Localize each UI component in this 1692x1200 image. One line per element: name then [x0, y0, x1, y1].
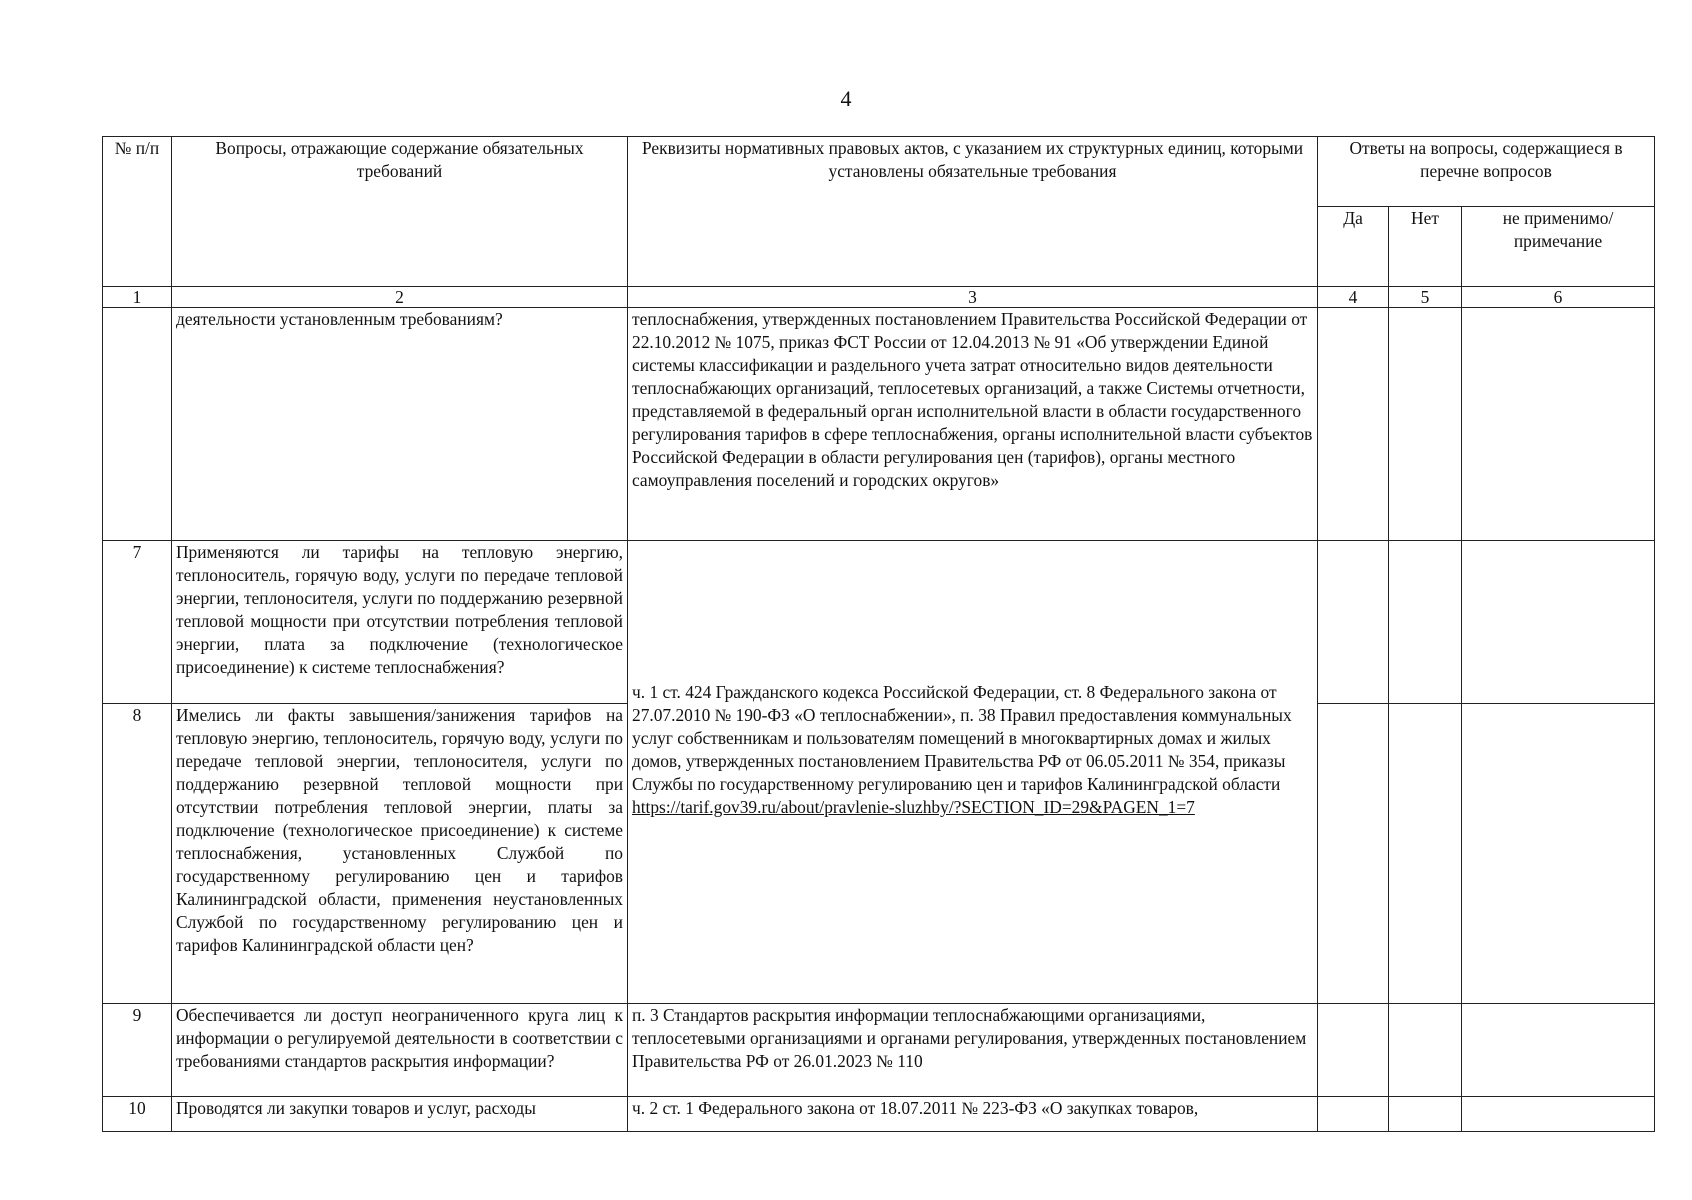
header-col-question: Вопросы, отражающие содержание обязательных требований: [172, 137, 628, 287]
page-number: 4: [840, 86, 852, 111]
answer-no-cell: [1389, 1097, 1462, 1132]
row-question: Имелись ли факты завышения/занижения тарифов на тепловую энергию, теплоноситель, горячую воду, услуги по передаче тепловой энергии, теплоносителя, услуги по поддержанию резервной тепловой мощности при отсутствии потребления тепловой энергии, платы за подключение (технологическое присоединение) к системе теплоснабжения, установленных Службой по государственному регулированию цен и тарифов Калининградской области, применения неустановленных Службой по государственному регулированию цен и тарифов Калининградской области цен?: [172, 704, 628, 1004]
table-header-row: [103, 137, 1655, 207]
answer-no-cell: [1389, 1004, 1462, 1097]
answer-yes-cell: [1318, 1097, 1389, 1132]
row-question: деятельности установленным требованиям?: [172, 308, 628, 541]
tariff-service-link[interactable]: https://tarif.gov39.ru/about/pravlenie-sluzhby/?SECTION_ID=29&PAGEN_1=7: [632, 797, 1195, 817]
answer-na-cell: [1462, 704, 1655, 1004]
column-number: 2: [172, 287, 628, 308]
row-number: [103, 308, 172, 541]
answer-na-cell: [1462, 541, 1655, 704]
row-number: 8: [103, 704, 172, 1004]
answer-yes-cell: [1318, 541, 1389, 704]
table-row: [103, 308, 1655, 541]
column-number: 3: [628, 287, 1318, 308]
row-number: 10: [103, 1097, 172, 1132]
answer-yes-cell: [1318, 308, 1389, 541]
table-row: [103, 1004, 1655, 1097]
header-col-number: № п/п: [103, 137, 172, 287]
header-col-refs: Реквизиты нормативных правовых актов, с указанием их структурных единиц, которыми установлены обязательные требования: [628, 137, 1318, 287]
answer-na-cell: [1462, 1097, 1655, 1132]
answer-na-cell: [1462, 1004, 1655, 1097]
column-number: 1: [103, 287, 172, 308]
reference-text: ч. 1 ст. 424 Гражданского кодекса Российской Федерации, ст. 8 Федерального закона от 27.07.2010 № 190-ФЗ «О теплоснабжении», п. 38 Правил предоставления коммунальных услуг собственникам и пользователям помещений в многоквартирных домах и жилых домов, утвержденных постановлением Правительства РФ от 06.05.2011 № 354, приказы Службы по государственному регулированию цен и тарифов Калининградской области: [632, 682, 1292, 794]
answer-yes-cell: [1318, 704, 1389, 1004]
table-row: [103, 541, 1655, 704]
row-reference: ч. 2 ст. 1 Федерального закона от 18.07.2011 № 223-ФЗ «О закупках товаров,: [628, 1097, 1318, 1132]
answer-na-cell: [1462, 308, 1655, 541]
column-number: 6: [1462, 287, 1655, 308]
requirements-checklist-table: [102, 136, 1655, 1132]
row-question: Проводятся ли закупки товаров и услуг, расходы: [172, 1097, 628, 1132]
answer-yes-cell: [1318, 1004, 1389, 1097]
answer-no-cell: [1389, 704, 1462, 1004]
column-number: 5: [1389, 287, 1462, 308]
header-col-not-applicable: не применимо/ примечание: [1462, 207, 1655, 287]
column-number: 4: [1318, 287, 1389, 308]
column-number-row: [103, 287, 1655, 308]
row-reference: теплоснабжения, утвержденных постановлением Правительства Российской Федерации от 22.10.2012 № 1075, приказ ФСТ России от 12.04.2013 № 91 «Об утверждении Единой системы классификации и раздельного учета затрат относительно видов деятельности теплоснабжающих организаций, теплосетевых организаций, а также Системы отчетности, представляемой в федеральный орган исполнительной власти в области государственного регулирования тарифов в сфере теплоснабжения, органы исполнительной власти субъектов Российской Федерации в области регулирования цен (тарифов), органы местного самоуправления поселений и городских округов»: [628, 308, 1318, 541]
header-col-no-answer: Нет: [1389, 207, 1462, 287]
row-number: 9: [103, 1004, 172, 1097]
answer-no-cell: [1389, 308, 1462, 541]
header-col-yes: Да: [1318, 207, 1389, 287]
row-question: Применяются ли тарифы на тепловую энергию, теплоноситель, горячую воду, услуги по передаче тепловой энергии, теплоносителя, услуги по поддержанию резервной тепловой мощности при отсутствии потребления тепловой энергии, плата за подключение (технологическое присоединение) к системе теплоснабжения?: [172, 541, 628, 704]
answer-no-cell: [1389, 541, 1462, 704]
row-reference-merged: [628, 541, 1318, 1004]
table-row: [103, 1097, 1655, 1132]
header-col-answers: Ответы на вопросы, содержащиеся в перечне вопросов: [1318, 137, 1655, 207]
row-question: Обеспечивается ли доступ неограниченного круга лиц к информации о регулируемой деятельности в соответствии с требованиями стандартов раскрытия информации?: [172, 1004, 628, 1097]
row-reference: п. 3 Стандартов раскрытия информации теплоснабжающими организациями, теплосетевыми организациями и органами регулирования, утвержденных постановлением Правительства РФ от 26.01.2023 № 110: [628, 1004, 1318, 1097]
row-number: 7: [103, 541, 172, 704]
